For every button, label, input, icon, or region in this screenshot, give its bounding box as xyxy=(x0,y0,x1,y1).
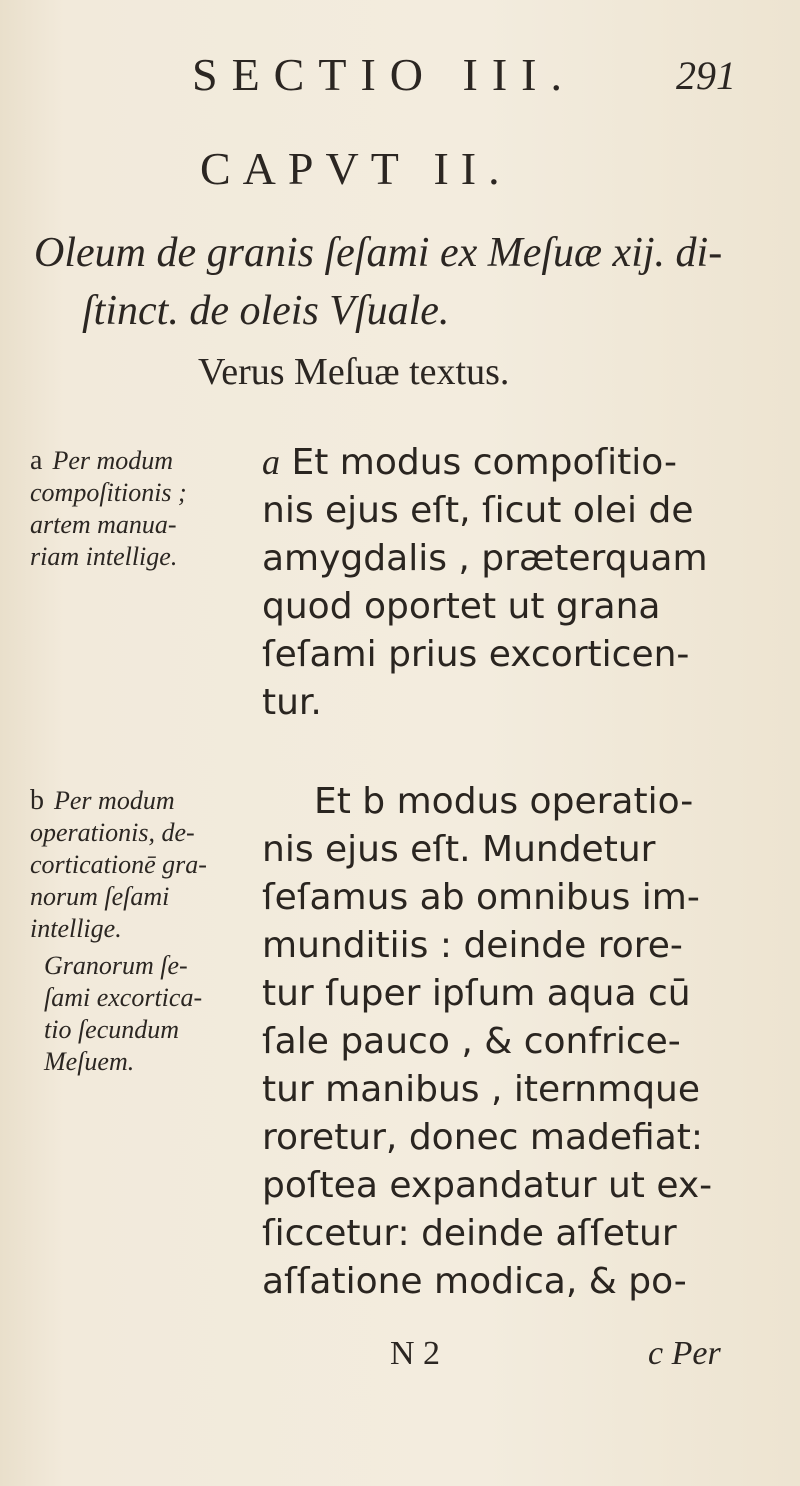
text-line: tur. xyxy=(262,682,322,723)
margin-note-b xyxy=(30,785,246,945)
note-key: b xyxy=(30,785,44,816)
text-line: Et modus compoſitio- xyxy=(291,442,677,483)
note-line: Per modum xyxy=(52,446,174,475)
page-footer xyxy=(0,1335,800,1385)
margin-note-excorticatio xyxy=(44,950,244,1078)
note-line: compoſitionis ; xyxy=(30,478,187,507)
heading-line-2: ſtinct. de oleis Vſuale. xyxy=(82,288,450,334)
note-line: ſami excortica- xyxy=(44,983,203,1012)
note-line: Per modum xyxy=(54,786,175,815)
catchword: c Per xyxy=(648,1335,721,1372)
text-line: quod oportet ut grana xyxy=(262,586,661,627)
note-line: norum ſeſami xyxy=(30,882,170,911)
note-line: riam intellige. xyxy=(30,542,178,571)
text-line: ſale pauco , & confrice- xyxy=(262,1021,681,1062)
paragraph-marker: a xyxy=(262,442,280,482)
paragraph-b xyxy=(262,778,772,1306)
text-line: Et b modus operatio- xyxy=(314,781,694,822)
note-line: tio ſecundum xyxy=(44,1015,180,1044)
note-line: Meſuem. xyxy=(44,1047,135,1076)
text-line: aſſatione modica, & po- xyxy=(262,1261,687,1302)
text-line: ſeſami prius excorticen- xyxy=(262,634,690,675)
signature-mark: N 2 xyxy=(390,1335,441,1372)
text-line: ſiccetur: deinde aſſetur xyxy=(262,1213,677,1254)
heading-line-1: Oleum de granis ſeſami ex Meſuæ xij. di- xyxy=(34,230,723,276)
chapter-title: CAPVT II. xyxy=(200,143,512,194)
subtitle: Verus Meſuæ textus. xyxy=(198,351,510,393)
text-line: tur ſuper ipſum aqua cū xyxy=(262,973,691,1014)
note-line: Granorum ſe- xyxy=(44,951,188,980)
text-line: tur manibus , iternmque xyxy=(262,1069,701,1110)
text-line: nis ejus eſt, ſicut olei de xyxy=(262,490,694,531)
page-number: 291 xyxy=(676,53,736,98)
text-line: poſtea expandatur ut ex- xyxy=(262,1165,713,1206)
text-line: amygdalis , præterquam xyxy=(262,538,708,579)
text-line: munditiis : deinde rore- xyxy=(262,925,683,966)
margin-note-a xyxy=(30,445,246,573)
note-line: intellige. xyxy=(30,914,122,943)
note-line: corticationē gra- xyxy=(30,850,207,879)
text-line: roretur, donec madefiat: xyxy=(262,1117,703,1158)
paragraph-a xyxy=(262,438,772,727)
note-line: operationis, de- xyxy=(30,818,195,847)
text-line: nis ejus eſt. Mundetur xyxy=(262,829,656,870)
running-head xyxy=(0,48,800,100)
section-title: SECTIO III. xyxy=(192,49,576,100)
chapter-heading xyxy=(34,224,774,340)
note-key: a xyxy=(30,445,43,476)
note-line: artem manua- xyxy=(30,510,177,539)
text-line: ſeſamus ab omnibus im- xyxy=(262,877,700,918)
